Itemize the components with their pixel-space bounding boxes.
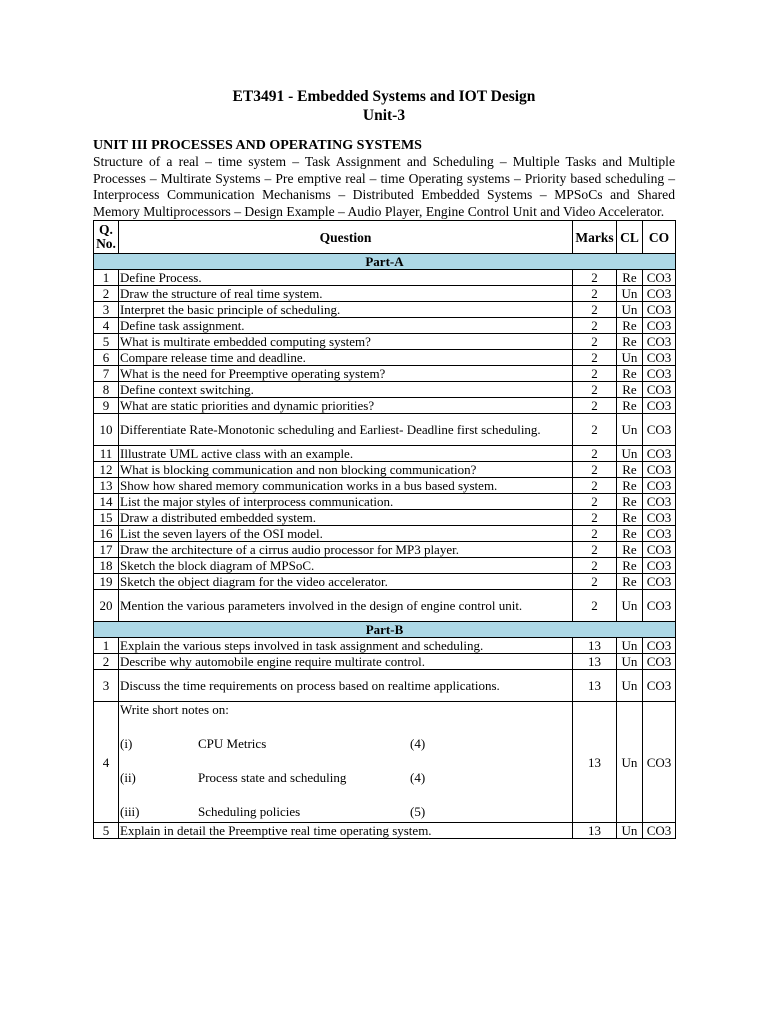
table-row (94, 398, 676, 414)
question-text: What are static priorities and dynamic priorities? (119, 398, 573, 414)
table-row (94, 286, 676, 302)
question-co: CO3 (643, 302, 676, 318)
question-marks: 2 (573, 558, 617, 574)
table-row (94, 638, 676, 654)
question-text: Define Process. (119, 270, 573, 286)
question-co: CO3 (643, 638, 676, 654)
question-marks: 13 (573, 654, 617, 670)
question-cl: Re (617, 334, 643, 350)
question-co: CO3 (643, 462, 676, 478)
question-co: CO3 (643, 702, 676, 823)
table-row (94, 702, 676, 823)
question-text: List the major styles of interprocess communication. (119, 494, 573, 510)
table-row (94, 670, 676, 702)
question-co: CO3 (643, 446, 676, 462)
question-cl: Re (617, 558, 643, 574)
question-text: Explain in detail the Preemptive real time operating system. (119, 823, 573, 839)
question-text: Discuss the time requirements on process based on realtime applications. (119, 670, 573, 702)
question-co: CO3 (643, 823, 676, 839)
question-co: CO3 (643, 542, 676, 558)
question-number: 18 (94, 558, 119, 574)
question-text: Sketch the block diagram of MPSoC. (119, 558, 573, 574)
question-text: What is multirate embedded computing system? (119, 334, 573, 350)
short-note-marks: (4) (410, 770, 426, 786)
question-co: CO3 (643, 654, 676, 670)
question-cl: Re (617, 494, 643, 510)
question-number: 1 (94, 270, 119, 286)
question-text: Explain the various steps involved in task assignment and scheduling. (119, 638, 573, 654)
question-text: Differentiate Rate-Monotonic scheduling and Earliest- Deadline first scheduling. (119, 414, 573, 446)
question-number: 17 (94, 542, 119, 558)
short-note-item (120, 770, 571, 787)
table-row (94, 382, 676, 398)
part-a-label: Part-A (94, 254, 676, 270)
question-text: Draw the architecture of a cirrus audio processor for MP3 player. (119, 542, 573, 558)
question-number: 15 (94, 510, 119, 526)
question-marks: 2 (573, 286, 617, 302)
question-cl: Un (617, 670, 643, 702)
question-number: 14 (94, 494, 119, 510)
question-co: CO3 (643, 478, 676, 494)
unit-label: Unit-3 (362, 107, 406, 124)
question-marks: 2 (573, 270, 617, 286)
question-text: Compare release time and deadline. (119, 350, 573, 366)
question-marks: 2 (573, 462, 617, 478)
question-number: 3 (94, 670, 119, 702)
question-text: What is the need for Preemptive operating system? (119, 366, 573, 382)
table-header-row (94, 221, 676, 254)
question-number: 10 (94, 414, 119, 446)
question-marks: 2 (573, 590, 617, 622)
short-note-topic: CPU Metrics (198, 736, 267, 752)
question-cl: Un (617, 446, 643, 462)
question-cl: Un (617, 823, 643, 839)
table-row (94, 350, 676, 366)
question-number: 13 (94, 478, 119, 494)
question-number: 8 (94, 382, 119, 398)
question-marks: 13 (573, 702, 617, 823)
question-marks: 13 (573, 823, 617, 839)
short-note-num: (ii) (120, 770, 136, 786)
table-row (94, 494, 676, 510)
question-cl: Un (617, 350, 643, 366)
table-row (94, 270, 676, 286)
question-co: CO3 (643, 382, 676, 398)
short-note-item (120, 736, 571, 753)
question-number: 1 (94, 638, 119, 654)
question-marks: 2 (573, 510, 617, 526)
col-header-question: Question (119, 221, 573, 254)
question-co: CO3 (643, 270, 676, 286)
question-number: 4 (94, 318, 119, 334)
question-co: CO3 (643, 558, 676, 574)
question-cl: Re (617, 270, 643, 286)
table-row (94, 590, 676, 622)
question-cl: Re (617, 398, 643, 414)
question-number: 16 (94, 526, 119, 542)
question-cl: Re (617, 574, 643, 590)
question-text: Draw a distributed embedded system. (119, 510, 573, 526)
question-cl: Un (617, 702, 643, 823)
part-a-heading-row (94, 254, 676, 270)
table-row (94, 654, 676, 670)
question-marks: 13 (573, 670, 617, 702)
question-co: CO3 (643, 574, 676, 590)
question-co: CO3 (643, 366, 676, 382)
question-number: 2 (94, 286, 119, 302)
question-cl: Re (617, 318, 643, 334)
question-cl: Un (617, 286, 643, 302)
table-row (94, 302, 676, 318)
part-b-label: Part-B (94, 622, 676, 638)
short-note-item (120, 804, 571, 821)
short-note-topic: Process state and scheduling (198, 770, 347, 786)
question-text: Draw the structure of real time system. (119, 286, 573, 302)
question-text: Sketch the object diagram for the video accelerator. (119, 574, 573, 590)
question-number: 20 (94, 590, 119, 622)
question-number: 6 (94, 350, 119, 366)
question-marks: 2 (573, 574, 617, 590)
question-text: Describe why automobile engine require multirate control. (119, 654, 573, 670)
question-marks: 2 (573, 398, 617, 414)
col-header-cl: CL (617, 221, 643, 254)
question-marks: 2 (573, 350, 617, 366)
table-row (94, 318, 676, 334)
question-number: 4 (94, 702, 119, 823)
question-number: 19 (94, 574, 119, 590)
question-cl: Un (617, 414, 643, 446)
question-number: 12 (94, 462, 119, 478)
unit-heading: UNIT III PROCESSES AND OPERATING SYSTEMS (93, 138, 422, 153)
question-marks: 2 (573, 302, 617, 318)
question-co: CO3 (643, 334, 676, 350)
question-co: CO3 (643, 286, 676, 302)
question-cl: Re (617, 462, 643, 478)
question-number: 2 (94, 654, 119, 670)
table-row (94, 414, 676, 446)
question-number: 5 (94, 823, 119, 839)
question-cl: Un (617, 590, 643, 622)
question-cl: Re (617, 526, 643, 542)
question-cl: Un (617, 654, 643, 670)
question-table (93, 220, 676, 839)
table-row (94, 558, 676, 574)
question-cl: Re (617, 510, 643, 526)
table-row (94, 510, 676, 526)
question-text: List the seven layers of the OSI model. (119, 526, 573, 542)
short-note-topic: Scheduling policies (198, 804, 301, 820)
question-co: CO3 (643, 590, 676, 622)
question-cl: Re (617, 478, 643, 494)
question-text: What is blocking communication and non blocking communication? (119, 462, 573, 478)
question-text: Illustrate UML active class with an example. (119, 446, 573, 462)
question-marks: 2 (573, 382, 617, 398)
short-note-marks: (4) (410, 736, 426, 752)
question-text: Show how shared memory communication works in a bus based system. (119, 478, 573, 494)
col-header-marks: Marks (573, 221, 617, 254)
short-note-num: (iii) (120, 804, 140, 820)
short-note-num: (i) (120, 736, 133, 752)
question-number: 3 (94, 302, 119, 318)
question-co: CO3 (643, 398, 676, 414)
col-header-no: Q. No. (94, 221, 119, 254)
question-co: CO3 (643, 670, 676, 702)
question-text (119, 702, 573, 823)
table-row (94, 542, 676, 558)
question-co: CO3 (643, 494, 676, 510)
table-row (94, 334, 676, 350)
question-cl: Re (617, 542, 643, 558)
question-text: Define context switching. (119, 382, 573, 398)
question-marks: 2 (573, 542, 617, 558)
question-text: Mention the various parameters involved in the design of engine control unit. (119, 590, 573, 622)
question-co: CO3 (643, 510, 676, 526)
table-row (94, 366, 676, 382)
question-text: Define task assignment. (119, 318, 573, 334)
course-title: ET3491 - Embedded Systems and IOT Design (232, 88, 536, 105)
question-marks: 2 (573, 334, 617, 350)
question-co: CO3 (643, 318, 676, 334)
question-co: CO3 (643, 414, 676, 446)
table-row (94, 446, 676, 462)
question-number: 7 (94, 366, 119, 382)
question-marks: 2 (573, 526, 617, 542)
question-marks: 2 (573, 318, 617, 334)
question-number: 9 (94, 398, 119, 414)
table-row (94, 462, 676, 478)
table-row (94, 478, 676, 494)
table-row (94, 574, 676, 590)
question-marks: 2 (573, 366, 617, 382)
question-co: CO3 (643, 350, 676, 366)
question-marks: 13 (573, 638, 617, 654)
short-notes-intro: Write short notes on: (120, 702, 229, 718)
question-cl: Re (617, 366, 643, 382)
question-marks: 2 (573, 494, 617, 510)
question-marks: 2 (573, 478, 617, 494)
table-row (94, 526, 676, 542)
question-marks: 2 (573, 446, 617, 462)
part-b-heading-row (94, 622, 676, 638)
question-cl: Re (617, 382, 643, 398)
syllabus-text: Structure of a real – time system – Task Assignment and Scheduling – Multiple Tasks and Multiple Processes – Multirate Systems – Pre emptive real – time Operating systems – Priority based scheduling – Interprocess Communication Mechanisms – Distributed Embedded Systems – MPSoCs and Shared Memory Multiprocessors – Design Example – Audio Player, Engine Control Unit and Video Accelerator. (93, 154, 675, 219)
question-co: CO3 (643, 526, 676, 542)
question-marks: 2 (573, 414, 617, 446)
table-row (94, 823, 676, 839)
question-cl: Un (617, 302, 643, 318)
question-number: 5 (94, 334, 119, 350)
question-number: 11 (94, 446, 119, 462)
short-note-marks: (5) (410, 804, 426, 820)
question-cl: Un (617, 638, 643, 654)
question-text: Interpret the basic principle of scheduling. (119, 302, 573, 318)
document-page (93, 87, 675, 839)
col-header-co: CO (643, 221, 676, 254)
